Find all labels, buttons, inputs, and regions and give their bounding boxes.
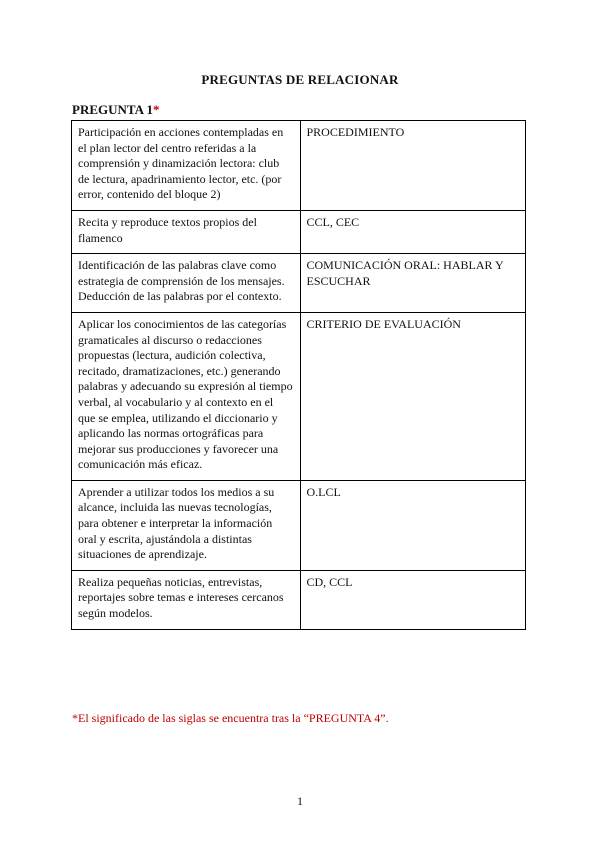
row-match: O.LCL: [300, 480, 526, 570]
question-heading: [72, 102, 160, 118]
table-row: [72, 254, 526, 313]
row-match: CCL, CEC: [300, 210, 526, 253]
footnote-marker: *: [153, 102, 160, 117]
page-title: PREGUNTAS DE RELACIONAR: [201, 72, 399, 87]
table-row: [72, 121, 526, 211]
row-statement: Recita y reproduce textos propios del flamenco: [72, 210, 301, 253]
row-statement: Identificación de las palabras clave como estrategia de comprensión de los mensajes. Deducción de las palabras por el contexto.: [72, 254, 301, 313]
question-label: PREGUNTA 1: [72, 102, 154, 117]
row-statement: Aprender a utilizar todos los medios a su alcance, incluida las nuevas tecnologías, para obtener e interpretar la información oral y escrita, ajustándola a distintas situaciones de aprendizaje.: [72, 480, 301, 570]
table-row: [72, 210, 526, 253]
row-match: CD, CCL: [300, 570, 526, 629]
table-row: [72, 570, 526, 629]
row-statement: Aplicar los conocimientos de las categorías gramaticales al discurso o redacciones propuestas (lectura, audición colectiva, recitado, dramatizaciones, etc.) generando palabras y adecuando su expresión al tiempo verbal, al vocabulario y al contexto en el que se emplea, utilizando el diccionario y aplicando las normas ortográficas para mejorar sus producciones y favorecer una comunicación más eficaz.: [72, 312, 301, 480]
matching-table: [71, 120, 526, 630]
table-row: [72, 312, 526, 480]
row-match: COMUNICACIÓN ORAL: HABLAR Y ESCUCHAR: [300, 254, 526, 313]
table-row: [72, 480, 526, 570]
page-number: 1: [297, 794, 303, 808]
row-match: PROCEDIMIENTO: [300, 121, 526, 211]
row-statement: Participación en acciones contempladas en el plan lector del centro referidas a la comprensión y dinamización lectora: club de lectura, apadrinamiento lector, etc. (por error, contenido del bloque 2): [72, 121, 301, 211]
row-statement: Realiza pequeñas noticias, entrevistas, reportajes sobre temas e intereses cercanos según modelos.: [72, 570, 301, 629]
footnote: *El significado de las siglas se encuentra tras la “PREGUNTA 4”.: [72, 711, 389, 725]
row-match: CRITERIO DE EVALUACIÓN: [300, 312, 526, 480]
